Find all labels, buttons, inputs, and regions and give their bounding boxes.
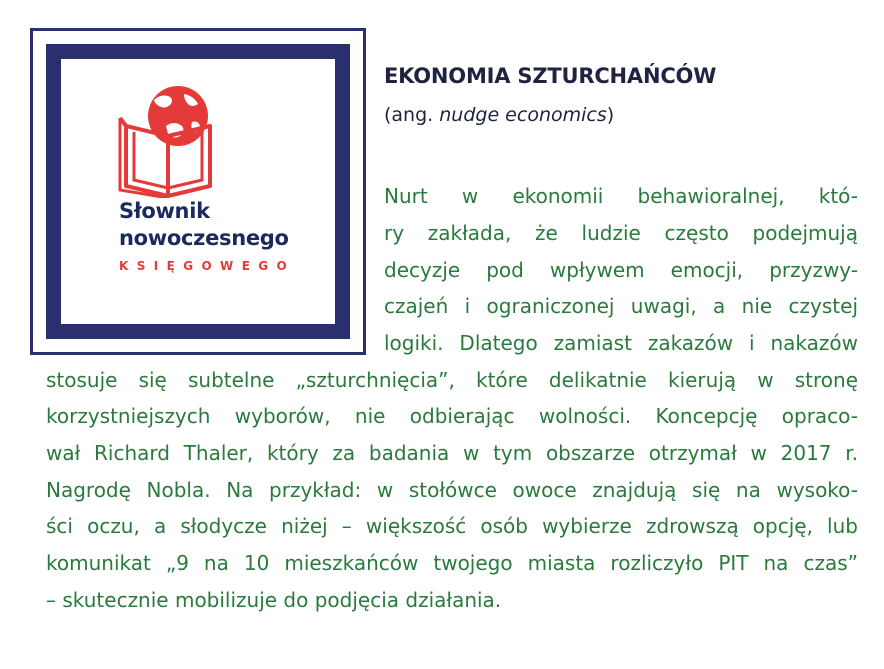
globe-over-open-book-icon — [118, 78, 218, 198]
brand-name-line3: KSIĘGOWEGO — [119, 259, 296, 273]
brand-name-line2: nowoczesnego — [119, 226, 289, 250]
definition-line: czajeń i ograniczonej uwagi, a nie czystej — [384, 294, 858, 318]
subtitle-prefix: (ang. — [384, 104, 440, 126]
logo-frame — [30, 28, 366, 355]
logo-inner-border — [46, 44, 350, 339]
definition-line: wał Richard Thaler, który za badania w tym obszarze otrzymał w 2017 r. — [46, 441, 858, 465]
definition-line: decyzje pod wpływem emocji, przyzwy- — [384, 258, 858, 282]
definition-line: Nurt w ekonomii behawioralnej, któ- — [384, 184, 858, 208]
definition-line: – skutecznie mobilizuje do podjęcia działania. — [46, 588, 502, 612]
definition-line: komunikat „9 na 10 mieszkańców twojego miasta rozliczyło PIT na czas” — [46, 551, 858, 575]
definition-line: korzystniejszych wyborów, nie odbierając wolności. Koncepcję opraco- — [46, 404, 858, 428]
definition-line: stosuje się subtelne „szturchnięcia”, które delikatnie kierują w stronę — [46, 368, 858, 392]
subtitle-english-term: nudge economics — [439, 104, 607, 126]
subtitle-suffix: ) — [606, 104, 615, 126]
entry-term: EKONOMIA SZTURCHAŃCÓW — [384, 64, 717, 88]
definition-line: ry zakłada, że ludzie często podejmują — [384, 221, 858, 245]
entry-subtitle — [384, 104, 614, 126]
brand-name-line1: Słownik — [119, 199, 210, 223]
definition-line: Nagrodę Nobla. Na przykład: w stołówce owoce znajdują się na wysoko- — [46, 478, 858, 502]
definition-line: ści oczu, a słodycze niżej – większość osób wybierze zdrowszą opcję, lub — [46, 514, 858, 538]
definition-line: logiki. Dlatego zamiast zakazów i nakazów — [384, 331, 858, 355]
